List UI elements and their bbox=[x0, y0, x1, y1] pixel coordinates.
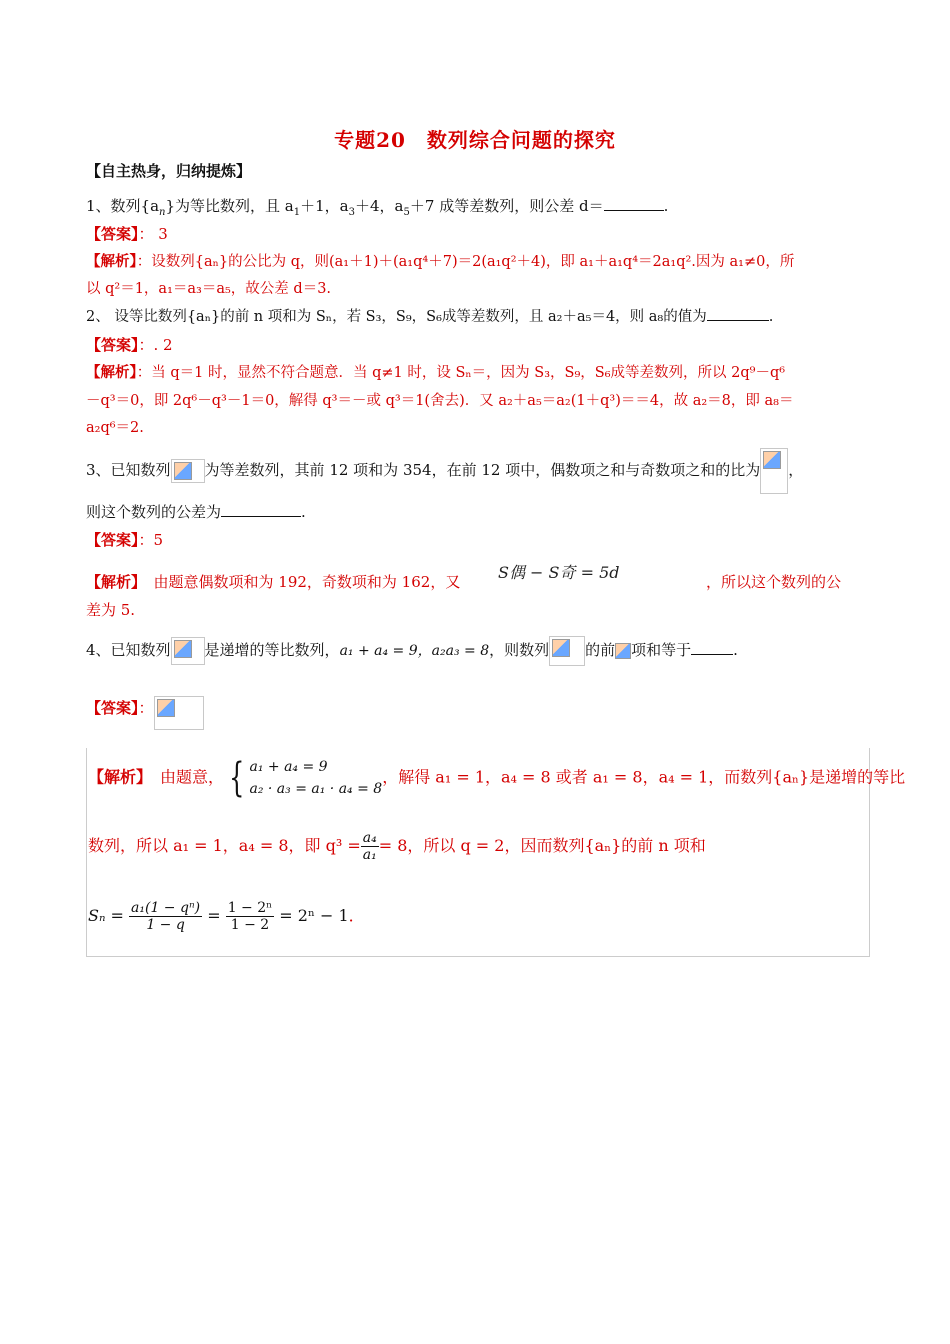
analysis-4-line-1: 【解析】 由题意， { a₁ + a₄ = 9 a₂ · a₃ = a₁ · a₄ = 8 ，解得 a₁ = 1，a₄ = 8 或者 a₁ = 8，a₄ = 1，而数列{aₙ}是递增的等比 bbox=[88, 755, 906, 801]
question-4: 4、已知数列 是递增的等比数列，a₁ + a₄ = 9，a₂a₃ = 8，则数列 的前 项和等于 . bbox=[86, 636, 738, 666]
question-2: 2、 设等比数列{aₙ}的前 n 项和为 Sₙ，若 S₃，S₉，S₆成等差数列，且 a₂＋a₅＝4，则 a₈的值为 . bbox=[86, 309, 774, 325]
question-3-line-1: 3、已知数列 为等差数列，其前 12 项和为 354，在前 12 项中，偶数项之和与奇数项之和的比为 ， bbox=[86, 456, 803, 494]
section-heading: 【自主热身，归纳提炼】 bbox=[86, 162, 252, 180]
analysis-1-line-1: 【解析】：设数列{aₙ}的公比为 q，则(a₁＋1)＋(a₁q⁴＋7)＝2(a₁q²＋4)，即 a₁＋a₁q⁴＝2a₁q².因为 a₁≠0，所 bbox=[86, 253, 795, 270]
analysis-2-line-3: a₂q⁶＝2. bbox=[86, 420, 144, 436]
analysis-2-line-1: 【解析】：当 q＝1 时，显然不符合题意．当 q≠1 时，设 Sₙ＝，因为 S₃，S₉，S₆成等差数列，所以 2q⁹－q⁶ bbox=[86, 364, 786, 381]
answer-1: 【答案】： 3 bbox=[86, 225, 168, 243]
formula-s-diff: S偶 − S奇 = 5d bbox=[498, 563, 620, 582]
analysis-4-sum-formula: Sₙ = $\frac{\text{a₁(1 − qⁿ)}}{1 - q}$ = $\frac{\text{1 − 2ⁿ}}{1 - 2}$ = 2ⁿ − 1． bbox=[88, 900, 365, 933]
analysis-1-line-2: 以 q²＝1，a₁＝a₃＝a₅，故公差 d＝3. bbox=[86, 281, 332, 297]
missing-image-icon bbox=[760, 448, 788, 494]
question-3-line-2: 则这个数列的公差为 . bbox=[86, 503, 306, 521]
missing-image-icon bbox=[154, 696, 204, 730]
analysis-2-line-2: －q³＝0，即 2q⁶－q³－1＝0，解得 q³＝－或 q³＝1(舍去)．又 a₂＋a₅＝a₂(1＋q³)＝＝4，故 a₂＝8，即 a₈＝ bbox=[86, 393, 794, 409]
answer-4: 【答案】： bbox=[86, 694, 204, 730]
analysis-3-line-1: 【解析】 由题意偶数项和为 192，奇数项和为 162，又 bbox=[86, 573, 461, 591]
page-title: 专题20 数列综合问题的探究 bbox=[334, 128, 616, 152]
analysis-4-line-2: 数列，所以 a₁ = 1，a₄ = 8，即 q³ = $\frac{\text{a₄}}{\text{a₁}}$ = 8，所以 q = 2，因而数列{aₙ}的前 n 项和 bbox=[88, 830, 706, 863]
analysis-3-line-2: 差为 5. bbox=[86, 601, 136, 619]
missing-image-icon bbox=[615, 643, 631, 659]
answer-2: 【答案】：. 2 bbox=[86, 336, 173, 354]
missing-image-icon bbox=[171, 459, 205, 483]
question-1: 1、数列$\{a_n\}$为等比数列，且 $a_1+1$，$a_3+4$，$a_5+7$ 成等差数列，则公差 d＝ . bbox=[86, 197, 669, 218]
missing-image-icon bbox=[171, 637, 205, 665]
analysis-3-line-1b: ，所以这个数列的公 bbox=[706, 573, 842, 591]
answer-3: 【答案】：5 bbox=[86, 531, 164, 549]
missing-image-icon bbox=[549, 636, 585, 666]
